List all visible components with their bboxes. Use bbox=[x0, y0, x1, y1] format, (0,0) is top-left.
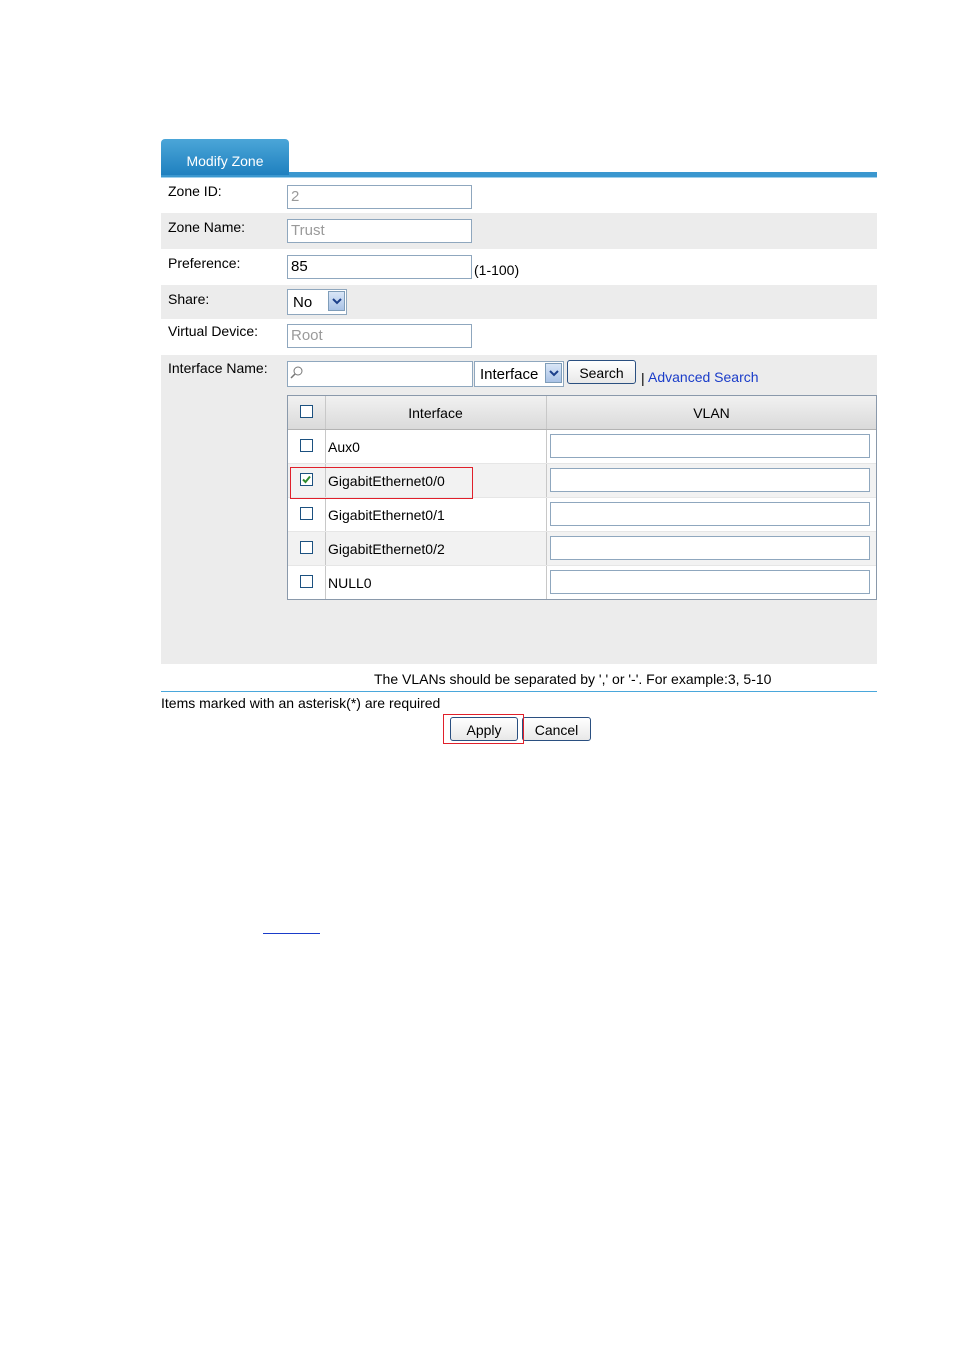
column-divider bbox=[546, 430, 547, 463]
interface-name: GigabitEthernet0/2 bbox=[328, 541, 445, 557]
zone-name-row bbox=[161, 213, 877, 249]
table-header bbox=[288, 396, 876, 430]
divider bbox=[161, 691, 877, 692]
table-row bbox=[288, 430, 876, 464]
zone-id-label: Zone ID: bbox=[168, 183, 222, 199]
vlan-input[interactable] bbox=[550, 434, 870, 458]
table-row bbox=[288, 566, 876, 599]
row-checkbox-gigabitethernet0-1[interactable] bbox=[300, 507, 313, 520]
interface-name: NULL0 bbox=[328, 575, 372, 591]
share-select[interactable] bbox=[287, 289, 347, 315]
column-divider bbox=[325, 430, 326, 463]
select-all-checkbox[interactable] bbox=[300, 405, 313, 418]
tab-strip bbox=[161, 139, 877, 177]
interface-name: Aux0 bbox=[328, 439, 360, 455]
highlight-box bbox=[290, 467, 473, 499]
preference-range-hint: (1-100) bbox=[474, 262, 520, 278]
row-checkbox-null0[interactable] bbox=[300, 575, 313, 588]
zone-id-field: 2 bbox=[287, 185, 472, 209]
zone-name-label: Zone Name: bbox=[168, 219, 246, 235]
interface-column-header: Interface bbox=[408, 405, 463, 421]
interface-filter-value: Interface bbox=[480, 366, 539, 383]
vlan-column-header: VLAN bbox=[693, 405, 730, 421]
highlight-box bbox=[443, 714, 524, 744]
virtual-device-row bbox=[161, 319, 877, 355]
column-divider bbox=[325, 566, 326, 599]
virtual-device-label: Virtual Device: bbox=[168, 323, 259, 339]
vlan-format-note: The VLANs should be separated by ',' or '-'. For example:3, 5-10 bbox=[374, 671, 772, 687]
chevron-down-icon[interactable] bbox=[545, 363, 562, 383]
row-checkbox-aux0[interactable] bbox=[300, 439, 313, 452]
row-checkbox-gigabitethernet0-2[interactable] bbox=[300, 541, 313, 554]
preference-label: Preference: bbox=[168, 255, 241, 271]
vlan-input[interactable] bbox=[550, 502, 870, 526]
column-divider bbox=[546, 464, 547, 497]
tab-modify-zone[interactable]: Modify Zone bbox=[161, 139, 289, 175]
search-button[interactable]: Search bbox=[567, 360, 636, 384]
cancel-button[interactable]: Cancel bbox=[522, 717, 591, 741]
advanced-search-link[interactable]: Advanced Search bbox=[648, 369, 759, 385]
modify-zone-panel bbox=[161, 139, 877, 664]
interface-name-row bbox=[161, 355, 877, 664]
preference-input[interactable]: 85 bbox=[287, 255, 472, 279]
zone-id-row bbox=[161, 177, 877, 213]
interface-name-label: Interface Name: bbox=[168, 360, 268, 376]
preference-row bbox=[161, 249, 877, 285]
interface-search-input[interactable] bbox=[287, 361, 473, 387]
interface-name: GigabitEthernet0/0 bbox=[328, 473, 445, 489]
interface-filter-select[interactable] bbox=[474, 361, 564, 387]
share-select-value: No bbox=[293, 294, 313, 311]
column-divider bbox=[546, 566, 547, 599]
search-icon bbox=[290, 366, 304, 380]
chevron-down-icon[interactable] bbox=[328, 291, 345, 311]
share-label: Share: bbox=[168, 291, 210, 307]
vlan-input[interactable] bbox=[550, 468, 870, 492]
column-divider bbox=[546, 498, 547, 531]
vlan-input[interactable] bbox=[550, 536, 870, 560]
apply-button[interactable]: Apply bbox=[450, 717, 518, 741]
share-row bbox=[161, 285, 877, 319]
required-fields-note: Items marked with an asterisk(*) are required bbox=[161, 695, 441, 711]
column-divider bbox=[546, 532, 547, 565]
zone-name-field: Trust bbox=[287, 219, 472, 243]
table-row bbox=[288, 532, 876, 566]
column-divider bbox=[325, 532, 326, 565]
vlan-input[interactable] bbox=[550, 570, 870, 594]
link-separator: | bbox=[641, 370, 645, 386]
virtual-device-field: Root bbox=[287, 324, 472, 348]
table-row bbox=[288, 498, 876, 532]
column-divider bbox=[325, 498, 326, 531]
interface-name: GigabitEthernet0/1 bbox=[328, 507, 445, 523]
link-underline bbox=[263, 933, 320, 934]
